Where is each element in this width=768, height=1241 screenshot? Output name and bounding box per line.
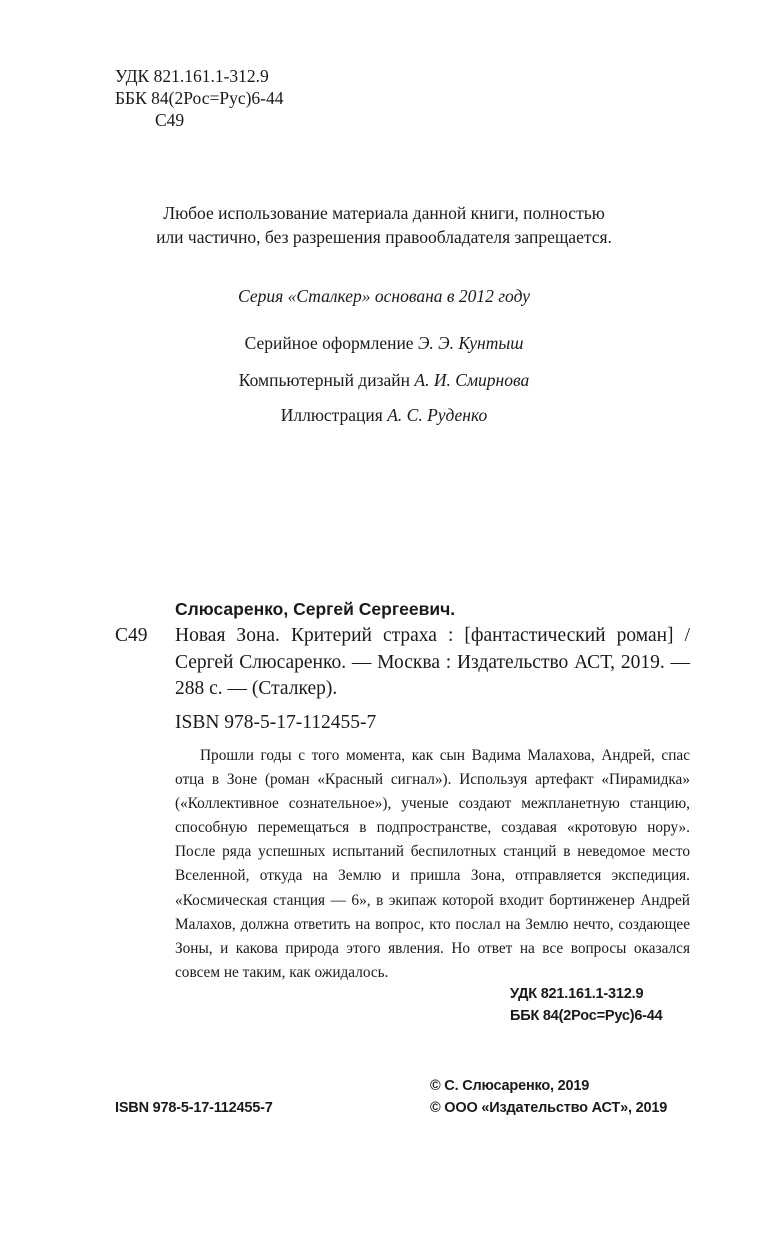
- catalog-isbn: ISBN 978-5-17-112455-7: [175, 712, 377, 733]
- footer-isbn: ISBN 978-5-17-112455-7: [115, 1100, 273, 1116]
- catalog-description: Новая Зона. Критерий страха : [фантастический роман] / Сергей Слюсаренко. — Москва : Издательство АСТ, 2019. — 288 с. — (Сталкер).: [175, 625, 690, 700]
- credit-name: А. С. Руденко: [387, 405, 488, 425]
- catalog-annotation: Прошли годы с того момента, как сын Вадима Малахова, Андрей, спас отца в Зоне (роман «Красный сигнал»). Используя артефакт «Пирамидка» («Коллективное сознательное»), ученые создают межпланетную станцию, способную перемещаться в подпространстве, создавая «кротовую нору». После ряда успешных испытаний беспилотных станций в неведомое место Вселенной, откуда на Землю и пришла Зона, отправляется экспедиция. «Космическая станция — 6», в экипаж которой входит бортинженер Андрей Малахов, должна ответить на вопрос, кто послал на Землю нечто, создающее Зоны, и какова природа этого явления. Но ответ на все вопросы оказался совсем не таким, как ожидалось.: [175, 747, 690, 981]
- author-mark-top: С49: [155, 110, 185, 130]
- credit-illustration: [0, 404, 768, 426]
- credit-computer-design: [0, 369, 768, 391]
- credit-role: Иллюстрация: [280, 405, 383, 425]
- credit-name: Э. Э. Кунтыш: [417, 333, 524, 353]
- credit-role: Компьютерный дизайн: [238, 370, 410, 390]
- copyright-author: © С. Слюсаренко, 2019: [430, 1078, 590, 1094]
- credit-role: Серийное оформление: [244, 333, 414, 353]
- catalog-author: Слюсаренко, Сергей Сергеевич.: [175, 599, 456, 619]
- series-note: Серия «Сталкер» основана в 2012 году: [238, 286, 530, 306]
- bbk-top: ББК 84(2Рос=Рус)6-44: [115, 88, 284, 108]
- catalog-udk: УДК 821.161.1-312.9: [510, 986, 644, 1002]
- udk-top: УДК 821.161.1-312.9: [115, 66, 269, 86]
- copyright-publisher: © ООО «Издательство АСТ», 2019: [430, 1100, 668, 1116]
- copyright-notice-line2: или частично, без разрешения правообладателя запрещается.: [156, 227, 612, 247]
- credit-name: А. И. Смирнова: [414, 370, 530, 390]
- catalog-bbk: ББК 84(2Рос=Рус)6-44: [510, 1008, 663, 1024]
- credit-series-design: [0, 332, 768, 354]
- copyright-notice-line1: Любое использование материала данной книги, полностью: [163, 203, 605, 223]
- catalog-mark: С49: [115, 625, 148, 646]
